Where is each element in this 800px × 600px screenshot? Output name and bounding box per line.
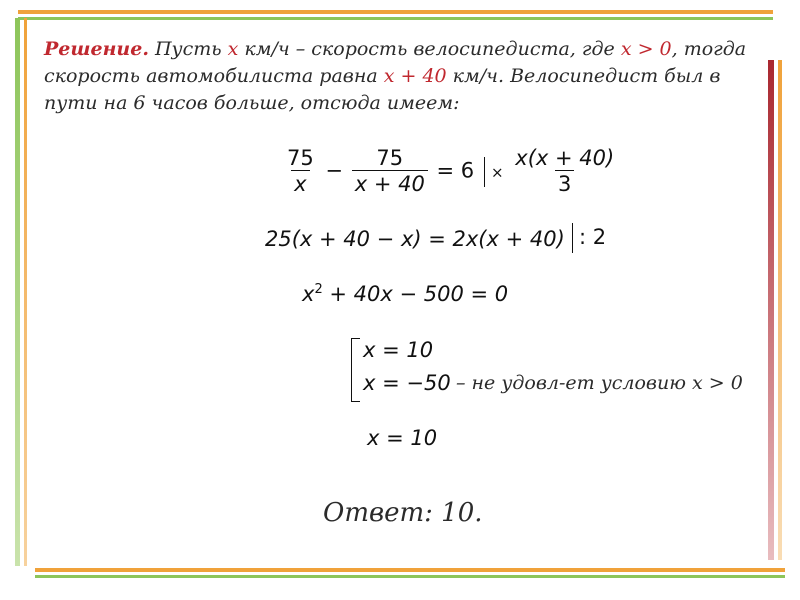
equation-1 — [282, 146, 474, 197]
equation-3 — [302, 282, 508, 306]
minus-sign: − — [325, 158, 344, 183]
intro-text-1: Пусть — [148, 38, 228, 60]
equation-3-rest: + 40x − 500 = 0 — [322, 282, 509, 306]
right-red-bar — [768, 60, 774, 560]
root-2-note: – не удовл-ет условию х > 0 — [456, 372, 743, 394]
top-orange-bar — [18, 10, 773, 14]
fraction-numerator: 75 — [287, 146, 314, 170]
divider-line — [484, 157, 485, 187]
exponent: 2 — [314, 282, 323, 297]
intro-text-3: , тогда скорость автомобилиста равна — [44, 38, 747, 87]
solution-bracket — [351, 338, 360, 402]
bottom-orange-bar — [35, 568, 785, 572]
right-orange-bar — [778, 60, 782, 560]
root-1: x = 10 — [363, 338, 434, 362]
division-note — [572, 223, 606, 253]
condition-x-positive: х > 0 — [620, 38, 672, 60]
fraction-denominator: x + 40 — [352, 170, 428, 197]
answer: Ответ: 10. — [323, 498, 483, 528]
intro-text-4: км/ч. Велосипедист был в пути на 6 часов больше, отсюда имеем: — [44, 65, 721, 114]
var-x: х — [227, 38, 239, 60]
fraction-numerator: x(x + 40) — [515, 146, 615, 170]
fraction-denominator: x — [291, 170, 309, 197]
divider-line — [572, 223, 573, 253]
fraction-numerator: 75 — [376, 146, 404, 170]
multiplier-note — [484, 146, 619, 197]
bottom-green-bar — [35, 575, 785, 578]
top-green-bar — [18, 17, 773, 20]
equation-final: x = 10 — [367, 426, 438, 450]
solution-label: Решение. — [44, 38, 149, 60]
var-x: x — [302, 282, 315, 306]
fraction-denominator: 3 — [555, 170, 574, 197]
fraction-75-over-x — [284, 146, 317, 197]
multiplier-fraction — [512, 146, 617, 197]
root-2: x = −50 — [363, 371, 451, 395]
divide-by-2: : 2 — [579, 225, 607, 249]
times-sign: × — [491, 163, 504, 182]
intro-text-2: км/ч – скорость велосипедиста, где — [238, 38, 621, 60]
equation-2: 25(x + 40 − x) = 2x(x + 40) — [265, 227, 565, 251]
fraction-75-over-x-plus-40 — [352, 146, 428, 197]
left-orange-bar — [24, 18, 27, 566]
equation-rhs: = 6 — [436, 158, 475, 183]
solution-intro — [44, 36, 764, 117]
car-speed-expr: х + 40 — [383, 65, 447, 87]
left-green-bar — [15, 18, 20, 566]
